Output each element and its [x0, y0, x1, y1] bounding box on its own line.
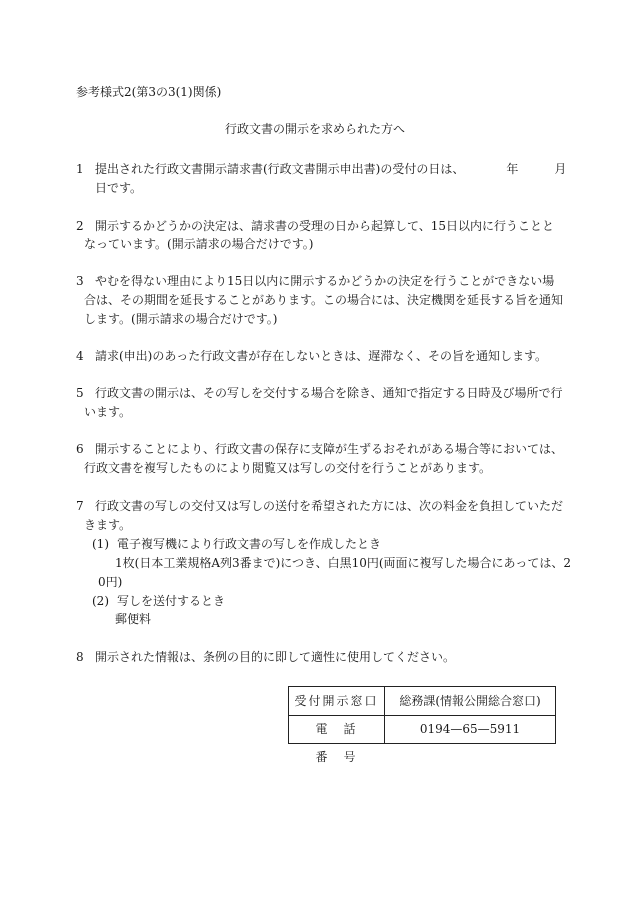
item-text-line: 行政文書の写しの交付又は写しの送付を希望された方には、次の料金を負担していただ: [95, 499, 564, 513]
item-text-line: 開示するかどうかの決定は、請求書の受理の日から起算して、15日以内に行うことと: [95, 219, 555, 233]
fee-title: 写しを送付するとき: [117, 594, 226, 608]
item-number: 4: [76, 349, 84, 363]
item-number: 3: [76, 274, 84, 288]
item-number: 5: [76, 386, 84, 400]
item-text-line: 提出された行政文書開示請求書(行政文書開示申出書)の受付の日は、 年 月: [95, 162, 567, 176]
item-text-line: います。: [84, 405, 132, 419]
window-value: 総務課(情報公開総合窓口): [399, 694, 541, 708]
fee-text-line: 郵便料: [115, 612, 152, 626]
item-text-line: 開示することにより、行政文書の保存に支障が生ずるおそれがある場合等においては、: [95, 442, 564, 456]
item-text-line: 行政文書の開示は、その写しを交付する場合を除き、通知で指定する日時及び場所で行: [95, 386, 563, 400]
page-title: 行政文書の開示を求められた方へ: [224, 122, 405, 136]
item-text-line: なっています。(開示請求の場合だけです。): [84, 237, 314, 251]
item-number: 6: [76, 442, 84, 456]
item-number: 7: [76, 499, 84, 513]
fee-text-line: 1枚(日本工業規格A列3番まで)につき、白黒10円(両面に複写した場合にあっては、2: [115, 556, 572, 570]
fee-label: (2): [92, 594, 109, 608]
item-text-line: 請求(申出)のあった行政文書が存在しないときは、遅滞なく、その旨を通知します。: [95, 349, 548, 363]
contact-table: [288, 686, 556, 764]
item-number: 2: [76, 219, 84, 233]
contact-row-window: [289, 687, 555, 716]
fee-title: 電子複写機により行政文書の写しを作成したとき: [117, 537, 382, 551]
item-text-line: 行政文書を複写したものにより閲覧又は写しの交付を行うことがあります。: [84, 461, 492, 475]
item-text-line: やむを得ない理由により15日以内に開示するかどうかの決定を行うことができない場: [95, 274, 555, 288]
item-text-line: 開示された情報は、条例の目的に即して適性に使用してください。: [95, 650, 456, 664]
item-text-line: 合は、その期間を延長することがあります。この場合には、決定機関を延長する旨を通知: [84, 293, 564, 307]
item-text-line: します。(開示請求の場合だけです。): [84, 312, 278, 326]
phone-value: 0194—65—5911: [419, 722, 521, 736]
window-label: 受付開示窓口: [289, 687, 385, 715]
phone-label: 電話番号: [289, 715, 385, 743]
item-number: 8: [76, 650, 84, 664]
fee-label: (1): [92, 537, 109, 551]
item-text-line: きます。: [84, 518, 132, 532]
fee-text-line: 0円): [98, 575, 123, 589]
contact-row-phone: [289, 715, 555, 764]
form-reference: 参考様式2(第3の3(1)関係): [76, 85, 222, 99]
item-text-line: 日です。: [95, 181, 143, 195]
item-number: 1: [76, 162, 84, 176]
